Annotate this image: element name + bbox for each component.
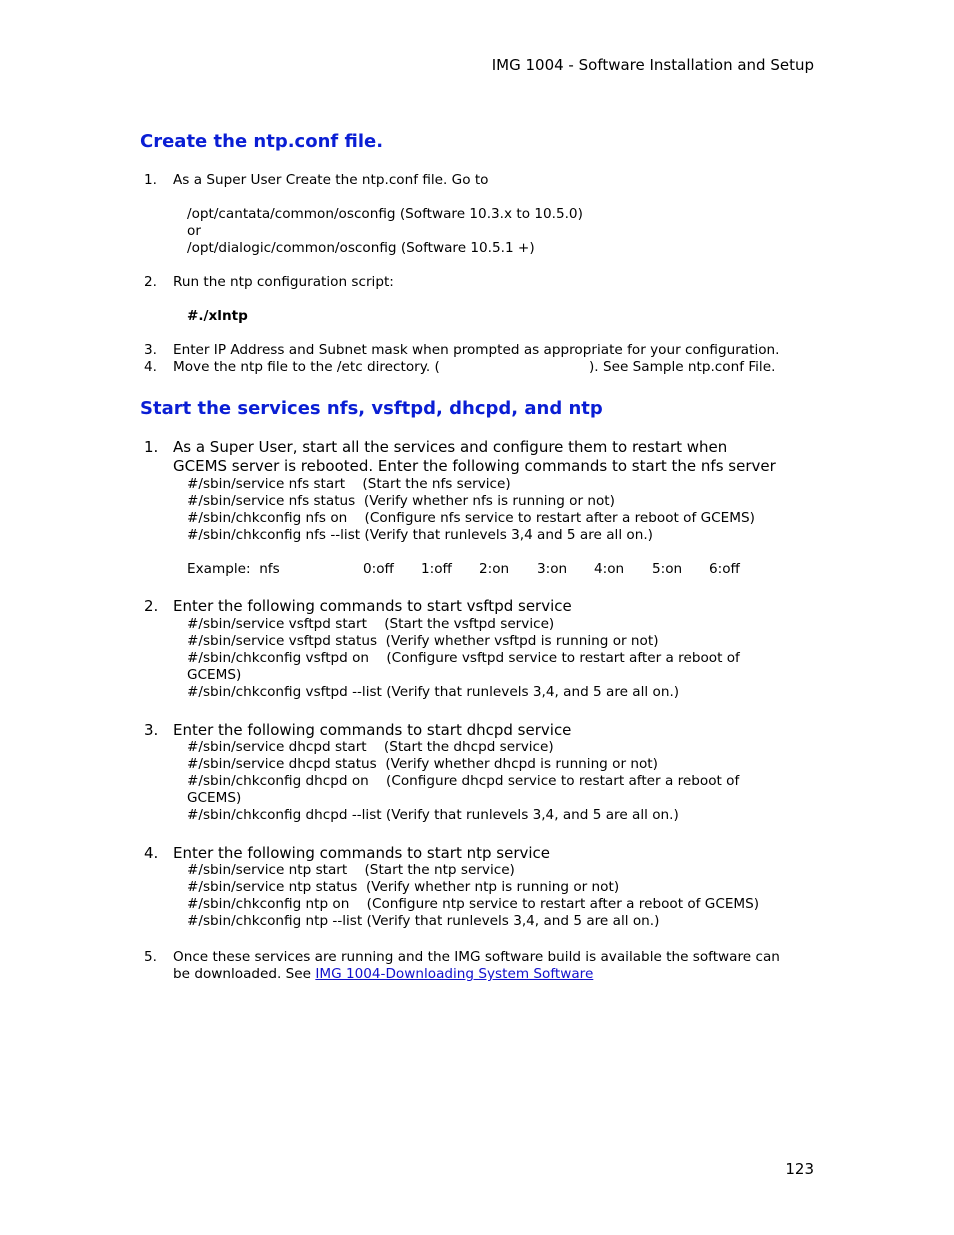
step-text: Enter the following commands to start vsftpd service — [173, 597, 572, 615]
step-text: Run the ntp configuration script: — [173, 274, 394, 290]
step-text-part-b: ). See Sample ntp.conf File. — [589, 359, 776, 375]
step-number: 4. — [144, 844, 159, 862]
step-text-prefix: be downloaded. See — [173, 966, 316, 982]
step-number: 1. — [144, 172, 157, 188]
command-line: #/sbin/service nfs start (Start the nfs service) — [187, 476, 511, 492]
runlevel-3: 3:on — [537, 561, 568, 577]
step-text: As a Super User Create the ntp.conf file. Go to — [173, 172, 489, 188]
section-title-create-ntp-conf: Create the ntp.conf file. — [140, 131, 384, 152]
step-text-part-a: Move the ntp file to the /etc directory. ( — [173, 359, 440, 375]
runlevel-0: 0:off — [363, 561, 394, 577]
command-line: #/sbin/chkconfig ntp --list (Verify that runlevels 3,4, and 5 are all on.) — [187, 913, 660, 929]
runlevel-2: 2:on — [479, 561, 510, 577]
step-number: 5. — [144, 949, 157, 965]
page-number: 123 — [785, 1160, 814, 1178]
step-text-line2 — [173, 966, 593, 982]
step-number: 2. — [144, 274, 157, 290]
or-text: or — [187, 223, 201, 239]
runlevel-4: 4:on — [594, 561, 625, 577]
command-line: #/sbin/chkconfig ntp on (Configure ntp service to restart after a reboot of GCEMS) — [187, 896, 760, 912]
command-line: #/sbin/chkconfig vsftpd --list (Verify that runlevels 3,4, and 5 are all on.) — [187, 684, 680, 700]
command-line: #/sbin/chkconfig nfs --list (Verify that runlevels 3,4 and 5 are all on.) — [187, 527, 653, 543]
command-line: #/sbin/chkconfig nfs on (Configure nfs service to restart after a reboot of GCEMS) — [187, 510, 755, 526]
page-header: IMG 1004 - Software Installation and Setup — [491, 56, 814, 74]
command-line: #/sbin/service dhcpd status (Verify whether dhcpd is running or not) — [187, 756, 658, 772]
command-line: #/sbin/chkconfig dhcpd --list (Verify that runlevels 3,4, and 5 are all on.) — [187, 807, 679, 823]
step-number: 1. — [144, 438, 159, 456]
step-number: 4. — [144, 359, 157, 375]
command-xlntp: #./xlntp — [187, 308, 248, 324]
path-dialogic: /opt/dialogic/common/osconfig (Software 10.5.1 +) — [187, 240, 535, 256]
section-title-start-services: Start the services nfs, vsftpd, dhcpd, and ntp — [140, 398, 603, 419]
step-number: 3. — [144, 721, 159, 739]
command-line: #/sbin/chkconfig vsftpd on (Configure vsftpd service to restart after a reboot of — [187, 650, 740, 666]
command-line: #/sbin/service ntp status (Verify whether ntp is running or not) — [187, 879, 620, 895]
command-line: #/sbin/service vsftpd status (Verify whether vsftpd is running or not) — [187, 633, 659, 649]
command-line: #/sbin/service ntp start (Start the ntp service) — [187, 862, 515, 878]
command-line: #/sbin/service dhcpd start (Start the dhcpd service) — [187, 739, 554, 755]
step-text: As a Super User, start all the services and configure them to restart when — [173, 438, 728, 456]
runlevel-1: 1:off — [421, 561, 452, 577]
path-cantata: /opt/cantata/common/osconfig (Software 10.3.x to 10.5.0) — [187, 206, 583, 222]
step-text: GCEMS server is rebooted. Enter the following commands to start the nfs server — [173, 457, 776, 475]
command-line: #/sbin/service nfs status (Verify whether nfs is running or not) — [187, 493, 615, 509]
runlevel-5: 5:on — [652, 561, 683, 577]
step-text: Once these services are running and the IMG software build is available the software can — [173, 949, 780, 965]
step-text: Enter the following commands to start dhcpd service — [173, 721, 572, 739]
step-text: Enter the following commands to start ntp service — [173, 844, 551, 862]
runlevel-6: 6:off — [709, 561, 740, 577]
step-number: 2. — [144, 597, 159, 615]
command-line: GCEMS) — [187, 790, 242, 806]
command-line: #/sbin/service vsftpd start (Start the vsftpd service) — [187, 616, 555, 632]
step-number: 3. — [144, 342, 157, 358]
step-text: Enter IP Address and Subnet mask when prompted as appropriate for your configuration. — [173, 342, 780, 358]
example-label: Example: nfs — [187, 561, 280, 577]
command-line: #/sbin/chkconfig dhcpd on (Configure dhcpd service to restart after a reboot of — [187, 773, 740, 789]
downloading-software-link[interactable]: IMG 1004-Downloading System Software — [315, 966, 594, 982]
command-line: GCEMS) — [187, 667, 242, 683]
